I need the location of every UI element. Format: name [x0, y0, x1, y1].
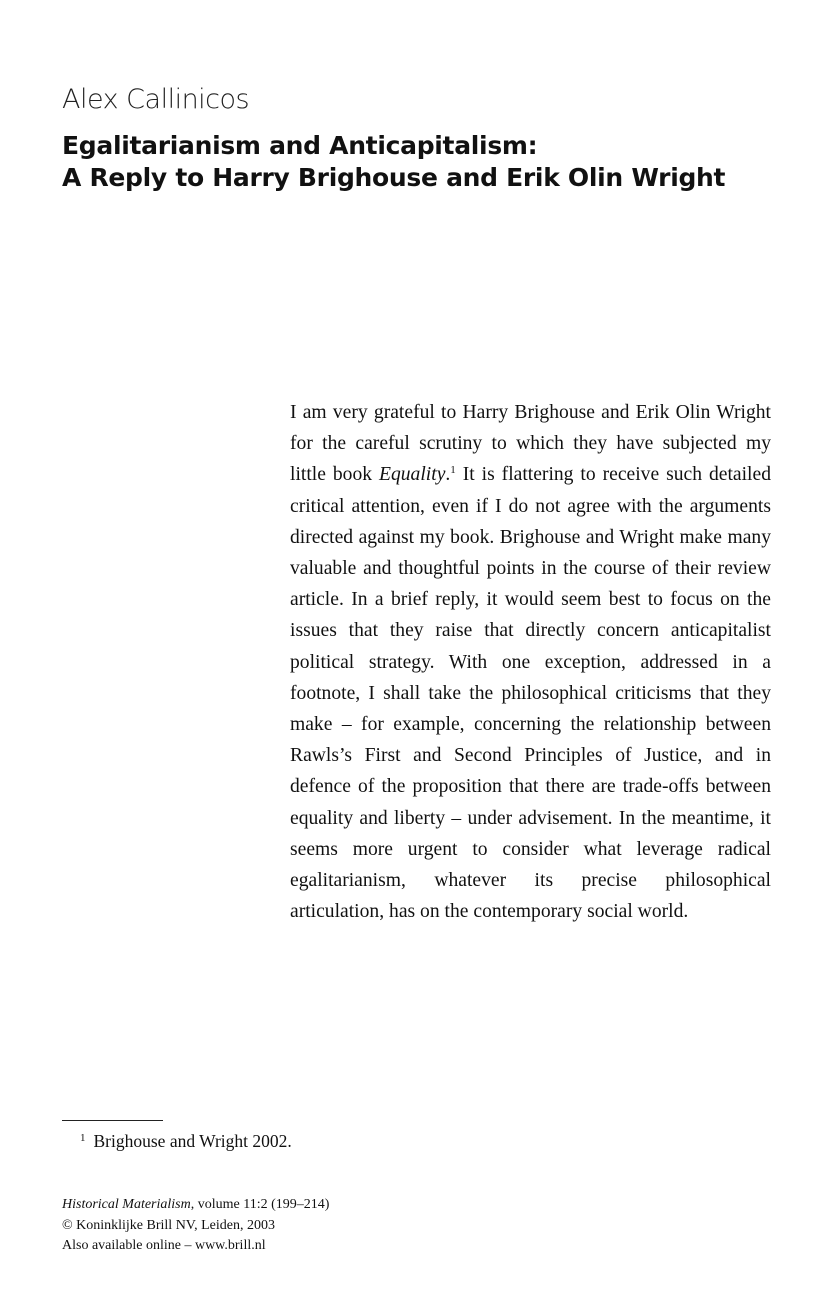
footnote-number: 1 — [80, 1132, 86, 1144]
footnote — [80, 1131, 292, 1152]
footnote-text: Brighouse and Wright 2002. — [93, 1131, 292, 1151]
online-availability: Also available online – www.brill.nl — [62, 1238, 266, 1253]
copyright-line: © Koninklijke Brill NV, Leiden, 2003 — [62, 1217, 275, 1233]
book-title: Equality — [379, 464, 446, 486]
title-line-2: A Reply to Harry Brighouse and Erik Olin Wright — [62, 163, 726, 192]
author-name: Alex Callinicos — [62, 84, 250, 115]
title-line-1: Egalitarianism and Anticapitalism: — [62, 131, 538, 160]
body-period: . — [445, 464, 451, 486]
journal-line — [62, 1195, 329, 1216]
body-paragraph — [290, 397, 771, 927]
journal-name: Historical Materialism — [62, 1197, 191, 1212]
footnote-reference[interactable]: 1 — [450, 464, 456, 477]
body-text-rest: It is flattering to receive such detailed critical attention, even if I do not agree with the arguments directed against my book. Brighouse and Wright make many valuable and thoughtful points in the course of their review article. In a brief reply, it would seem best to focus on the issues that they raise that directly concern anticapitalist political strategy. With one exception, addressed in a footnote, I shall take the philosophical criticisms that they make – for example, concerning the relationship between Rawls’s First and Second Principles of Justice, and in defence of the proposition that there are trade-offs between equality and liberty – under advisement. In the meantime, it seems more urgent to consider what leverage radical egalitarianism, whatever its precise philosophical articulation, has on the contemporary social world. — [290, 464, 771, 923]
body-text-start: I am very grateful to Harry Brighouse and Erik Olin Wright for the careful scrutiny to which they have subjected my little book — [290, 402, 771, 486]
article-title — [62, 130, 822, 194]
publication-info — [62, 1195, 329, 1257]
volume-info: , volume 11:2 (199–214) — [190, 1197, 330, 1212]
footnote-divider — [62, 1120, 163, 1121]
